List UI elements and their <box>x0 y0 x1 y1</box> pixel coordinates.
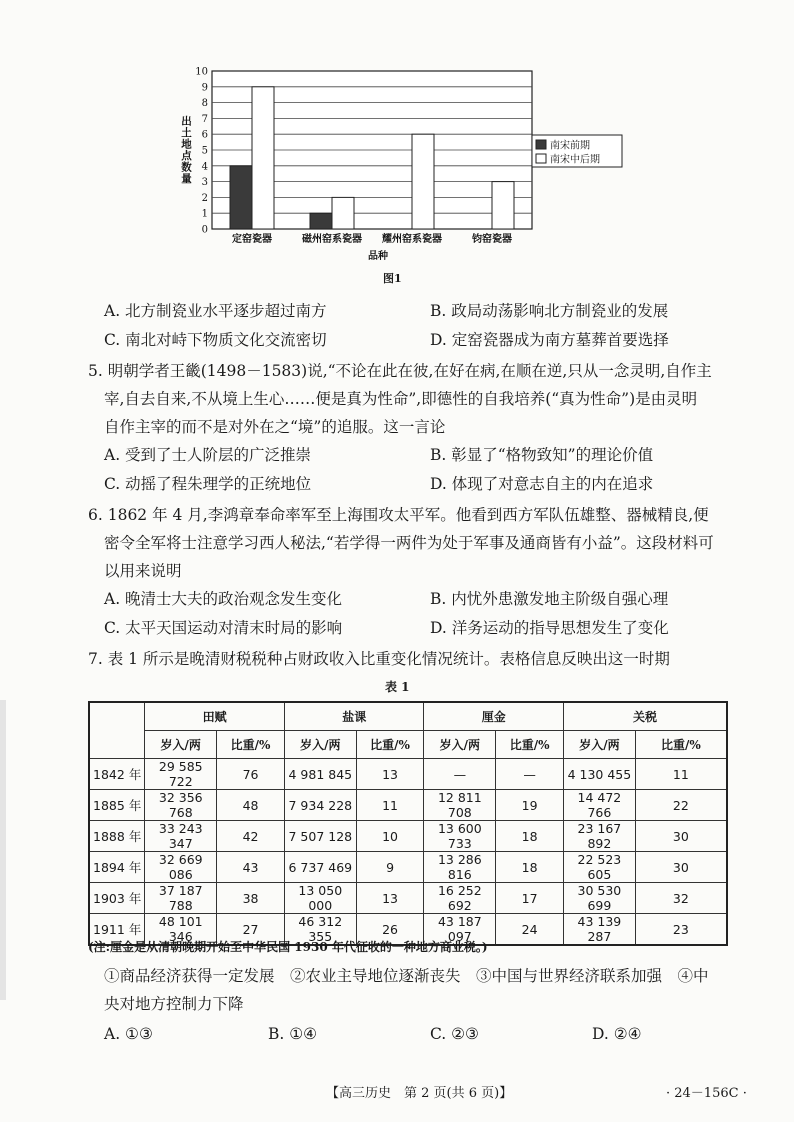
table-cell: 7 507 128 <box>284 821 356 852</box>
table-cell: 17 <box>496 883 564 914</box>
table-body <box>89 759 727 946</box>
paper-code: · 24－156C · <box>666 1086 747 1101</box>
y-tick-label: 3 <box>201 177 208 189</box>
q6-stem-line-3: 以用来说明 <box>104 562 182 580</box>
table-cell: 26 <box>356 914 424 946</box>
row-year-cell: 1911 年 <box>89 914 145 946</box>
sub-header: 比重/% <box>217 731 285 759</box>
legend-swatch <box>536 140 546 149</box>
row-year-cell: 1842 年 <box>89 759 145 790</box>
table-cell: 9 <box>356 852 424 883</box>
legend-label: 南宋前期 <box>550 140 590 152</box>
table-row <box>89 821 727 852</box>
q7-stem: 7. 表 1 所示是晚清财税税种占财政收入比重变化情况统计。表格信息反映出这一时期 <box>88 650 670 668</box>
row-year-cell: 1888 年 <box>89 821 145 852</box>
q5-option-a[interactable]: A. 受到了士人阶层的广泛推崇 <box>104 446 312 464</box>
q7-statements-line-2: 央对地方控制力下降 <box>104 995 244 1013</box>
table-cell: — <box>496 759 564 790</box>
y-tick-label: 8 <box>201 98 208 110</box>
sub-header: 岁入/两 <box>424 731 496 759</box>
page-footer: 【高三历史 第 2 页(共 6 页)】 <box>326 1086 513 1101</box>
table-cell: 22 <box>635 790 727 821</box>
table-cell: 43 187 097 <box>424 914 496 946</box>
bar-late <box>412 134 434 229</box>
table-title: 表 1 <box>385 680 410 694</box>
y-tick-label: 2 <box>201 192 208 204</box>
q7-option-b[interactable]: B. ①④ <box>268 1025 318 1043</box>
tax-revenue-table <box>88 701 728 946</box>
table-cell: 13 050 000 <box>284 883 356 914</box>
bar-late <box>332 197 354 229</box>
q4-option-b[interactable]: B. 政局动荡影响北方制瓷业的发展 <box>430 302 669 320</box>
q4-option-a[interactable]: A. 北方制瓷业水平逐步超过南方 <box>104 302 327 320</box>
figure-caption: 图1 <box>383 272 402 285</box>
group-header: 盐课 <box>284 702 424 731</box>
table-row <box>89 759 727 790</box>
table-row <box>89 852 727 883</box>
q7-option-a[interactable]: A. ①③ <box>104 1025 153 1043</box>
sub-header: 岁入/两 <box>145 731 217 759</box>
q4-option-d[interactable]: D. 定窑瓷器成为南方墓葬首要选择 <box>430 331 669 349</box>
q6-stem-line-2: 密令全军将士注意学习西人秘法,“若学得一两件为处于军事及通商皆有小益”。这段材料可 <box>104 534 714 552</box>
table-cell: 46 312 355 <box>284 914 356 946</box>
bar-late <box>492 182 514 229</box>
table-cell: 27 <box>217 914 285 946</box>
q6-option-c[interactable]: C. 太平天国运动对清末时局的影响 <box>104 619 343 637</box>
table-cell: 10 <box>356 821 424 852</box>
bar-early <box>310 213 332 229</box>
table-cell: 13 286 816 <box>424 852 496 883</box>
bar-late <box>252 87 274 229</box>
table-cell: 4 981 845 <box>284 759 356 790</box>
table-cell: 30 <box>635 821 727 852</box>
q6-stem-line-1: 6. 1862 年 4 月,李鸿章奉命率军至上海围攻太平军。他看到西方军队伍雄整、器械精良,便 <box>88 506 709 524</box>
table-cell: 32 <box>635 883 727 914</box>
table-cell: 7 934 228 <box>284 790 356 821</box>
q5-stem-line-3: 自作主宰的而不是对外在之“境”的追服。这一言论 <box>104 418 446 436</box>
table-cell: 48 101 346 <box>145 914 217 946</box>
table-cell: 12 811 708 <box>424 790 496 821</box>
x-axis-label: 品种 <box>368 251 388 262</box>
y-tick-label: 7 <box>201 113 208 125</box>
y-tick-label: 4 <box>201 161 208 173</box>
row-year-cell: 1885 年 <box>89 790 145 821</box>
sub-header: 岁入/两 <box>284 731 356 759</box>
x-category-label: 钧窑瓷器 <box>472 234 512 245</box>
sub-header: 比重/% <box>635 731 727 759</box>
q7-option-c[interactable]: C. ②③ <box>430 1025 479 1043</box>
bar-early <box>230 166 252 229</box>
q4-option-c[interactable]: C. 南北对峙下物质文化交流密切 <box>104 331 327 349</box>
q6-option-d[interactable]: D. 洋务运动的指导思想发生了变化 <box>430 619 669 637</box>
table-cell: — <box>424 759 496 790</box>
sub-header: 岁入/两 <box>564 731 636 759</box>
y-tick-label: 5 <box>201 145 208 157</box>
table-row <box>89 883 727 914</box>
table-cell: 37 187 788 <box>145 883 217 914</box>
table-corner-cell <box>89 702 145 759</box>
row-year-cell: 1903 年 <box>89 883 145 914</box>
q7-statements-line-1: ①商品经济获得一定发展 ②农业主导地位逐渐丧失 ③中国与世界经济联系加强 ④中 <box>104 967 709 985</box>
row-year-cell: 1894 年 <box>89 852 145 883</box>
y-tick-label: 6 <box>201 129 208 141</box>
table-cell: 29 585 722 <box>145 759 217 790</box>
y-tick-label: 9 <box>201 82 208 94</box>
sub-header: 比重/% <box>496 731 564 759</box>
q5-option-d[interactable]: D. 体现了对意志自主的内在追求 <box>430 475 654 493</box>
table-cell: 42 <box>217 821 285 852</box>
q5-stem-line-1: 5. 明朝学者王畿(1498－1583)说,“不论在此在彼,在好在病,在顺在逆,只从一念灵明,自作主 <box>88 362 712 380</box>
group-header: 厘金 <box>424 702 564 731</box>
table-cell: 33 243 347 <box>145 821 217 852</box>
scan-edge-shadow <box>0 700 6 1000</box>
table-cell: 19 <box>496 790 564 821</box>
table-cell: 43 139 287 <box>564 914 636 946</box>
table-cell: 32 356 768 <box>145 790 217 821</box>
q6-option-b[interactable]: B. 内忧外患激发地主阶级自强心理 <box>430 590 669 608</box>
table-cell: 14 472 766 <box>564 790 636 821</box>
table-cell: 16 252 692 <box>424 883 496 914</box>
table-cell: 76 <box>217 759 285 790</box>
table-cell: 13 600 733 <box>424 821 496 852</box>
table-note: (注:厘金是从清朝晚期开始至中华民国 1930 年代征收的一种地方商业税。) <box>88 940 488 954</box>
figure-1-bar-chart <box>170 60 630 282</box>
y-tick-label: 0 <box>201 224 208 236</box>
table-cell: 30 <box>635 852 727 883</box>
y-tick-label: 10 <box>195 66 208 78</box>
table-cell: 38 <box>217 883 285 914</box>
x-category-label: 磁州窑系瓷器 <box>302 234 362 245</box>
table-cell: 6 737 469 <box>284 852 356 883</box>
legend-swatch <box>536 154 546 163</box>
group-header: 关税 <box>564 702 727 731</box>
x-category-label: 耀州窑系瓷器 <box>382 234 442 245</box>
sub-header: 比重/% <box>356 731 424 759</box>
table-cell: 23 <box>635 914 727 946</box>
q7-option-d[interactable]: D. ②④ <box>592 1025 642 1043</box>
table-cell: 11 <box>356 790 424 821</box>
table-cell: 23 167 892 <box>564 821 636 852</box>
x-category-label: 定窑瓷器 <box>232 234 272 245</box>
y-tick-label: 1 <box>201 208 208 220</box>
table-cell: 48 <box>217 790 285 821</box>
table-cell: 43 <box>217 852 285 883</box>
table-cell: 13 <box>356 883 424 914</box>
table-cell: 11 <box>635 759 727 790</box>
q5-stem-line-2: 宰,自去自来,不从境上生心……便是真为性命”,即德性的自我培养(“真为性命”)是由灵明 <box>104 390 698 408</box>
table-cell: 32 669 086 <box>145 852 217 883</box>
q5-option-b[interactable]: B. 彰显了“格物致知”的理论价值 <box>430 446 654 464</box>
table-cell: 30 530 699 <box>564 883 636 914</box>
table-cell: 22 523 605 <box>564 852 636 883</box>
q5-option-c[interactable]: C. 动摇了程朱理学的正统地位 <box>104 475 312 493</box>
table-cell: 18 <box>496 852 564 883</box>
group-header: 田赋 <box>145 702 285 731</box>
table-row <box>89 790 727 821</box>
table-cell: 24 <box>496 914 564 946</box>
y-axis-label: 出土地点数量 <box>180 115 192 185</box>
legend-label: 南宋中后期 <box>550 154 600 166</box>
table-cell: 4 130 455 <box>564 759 636 790</box>
table-cell: 13 <box>356 759 424 790</box>
table-cell: 18 <box>496 821 564 852</box>
q6-option-a[interactable]: A. 晚清士大夫的政治观念发生变化 <box>104 590 343 608</box>
